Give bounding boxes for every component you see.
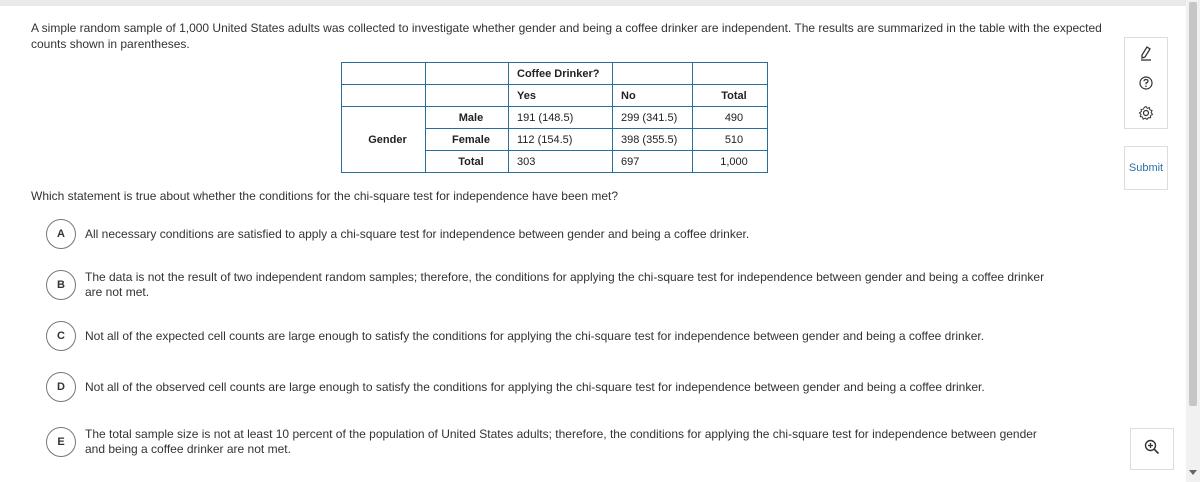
table-row [342,85,768,107]
answer-option-d[interactable] [46,372,1060,402]
vertical-scrollbar[interactable] [1186,0,1200,482]
scroll-down-arrow-icon[interactable] [1189,470,1197,475]
option-letter-d[interactable]: D [46,372,76,402]
tool-panel [1124,37,1168,129]
contingency-table [341,62,768,173]
top-border [0,0,1186,6]
answer-option-b[interactable] [46,270,1060,300]
row-label: Male [426,107,509,129]
row-group-header: Gender [342,107,426,173]
answer-option-c[interactable] [46,321,1060,351]
option-letter-e[interactable]: E [46,427,76,457]
answer-option-a[interactable] [46,219,1060,249]
option-text-d: Not all of the observed cell counts are large enough to satisfy the conditions for applying the chi-square test for independence between gender and being a coffee drinker. [85,379,985,394]
answer-option-e[interactable] [46,427,1060,457]
table-cell: 490 [693,107,768,129]
option-text-a: All necessary conditions are satisfied to apply a chi-square test for independence between gender and being a coffee drinker. [85,226,750,241]
option-text-b: The data is not the result of two independent random samples; therefore, the conditions for applying the chi-square test for independence between gender and being a coffee drinker are not met. [85,270,1045,299]
zoom-in-button[interactable] [1130,428,1174,470]
column-group-header: Coffee Drinker? [509,63,613,85]
option-letter-c[interactable]: C [46,321,76,351]
question-stem: A simple random sample of 1,000 United States adults was collected to investigate whether gender and being a coffee drinker are independent. The results are summarized in the table with the expected counts shown in parentheses. [31,21,1102,51]
highlighter-icon[interactable] [1125,38,1167,68]
col-header-no: No [613,85,693,107]
question-prompt: Which statement is true about whether the conditions for the chi-square test for independence have been met? [31,189,619,203]
table-cell: 398 (355.5) [613,129,693,151]
zoom-in-icon [1144,439,1160,460]
help-icon[interactable] [1125,68,1167,98]
table-cell: 697 [613,151,693,173]
col-header-total: Total [693,85,768,107]
table-row [342,107,768,129]
table-cell: 299 (341.5) [613,107,693,129]
col-header-yes: Yes [509,85,613,107]
table-cell: 303 [509,151,613,173]
row-label: Female [426,129,509,151]
submit-button[interactable]: Submit [1124,146,1168,190]
option-letter-b[interactable]: B [46,270,76,300]
settings-icon[interactable] [1125,98,1167,128]
option-text-c: Not all of the expected cell counts are large enough to satisfy the conditions for applying the chi-square test for independence between gender and being a coffee drinker. [85,328,985,343]
table-cell: 1,000 [693,151,768,173]
row-label: Total [426,151,509,173]
scrollbar-thumb[interactable] [1189,2,1197,406]
table-cell: 510 [693,129,768,151]
table-row [342,63,768,85]
option-letter-a[interactable]: A [46,219,76,249]
table-cell: 112 (154.5) [509,129,613,151]
option-text-e: The total sample size is not at least 10 percent of the population of United States adults; therefore, the conditions for applying the chi-square test for independence between gender and being a coffee drinker are not met. [85,427,1037,456]
table-cell: 191 (148.5) [509,107,613,129]
